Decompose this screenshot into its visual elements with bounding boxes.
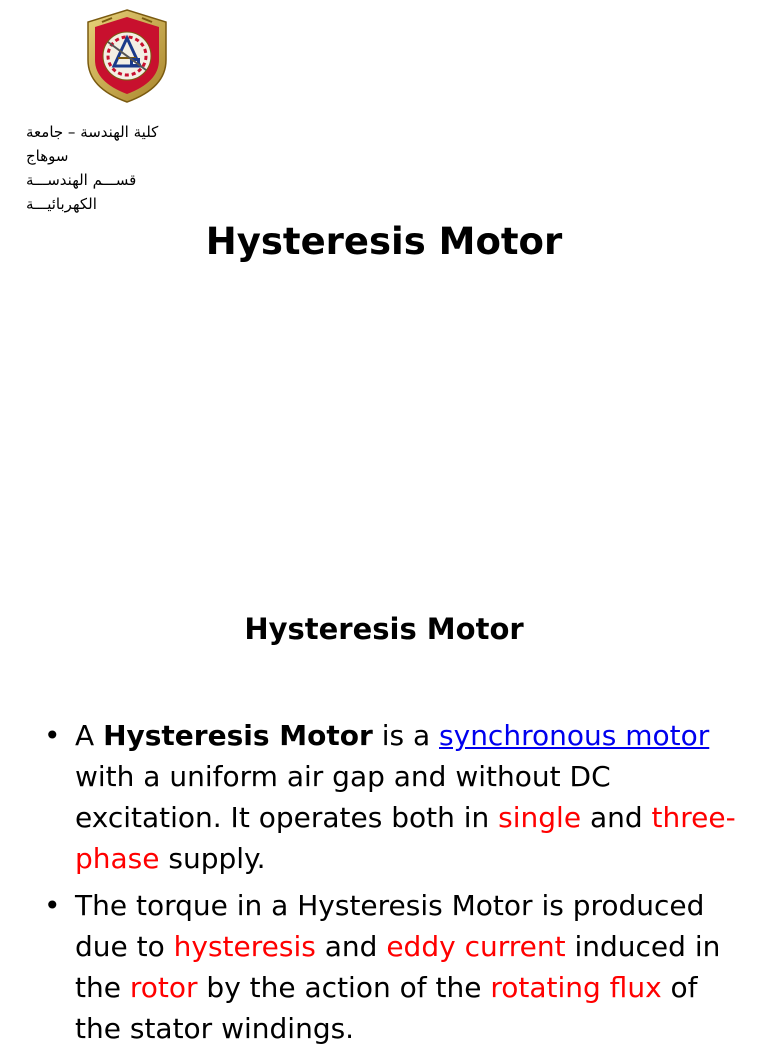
highlighted-term: eddy current [386,930,566,963]
bullet-text: and [581,801,652,834]
arabic-line-3: قســـم الهندســـة [26,171,137,189]
bullet-text: is a [372,719,440,752]
synchronous-motor-link[interactable]: synchronous motor [439,719,710,752]
bullet-text: by the action of the [197,971,491,1004]
bullet-text: The torque in a Hysteresis Motor is produced due to [75,889,705,963]
highlighted-term: single [498,801,582,834]
bullet-text: A [75,719,104,752]
bullet-item [44,715,744,879]
bullet-item [44,885,744,1049]
bullet-text: and [315,930,387,963]
arabic-line-1: كلية الهندسة – جامعة [26,123,159,141]
bullet-text: supply. [159,842,266,875]
faculty-department-text [26,120,206,216]
slide-2-title: Hysteresis Motor [244,612,524,646]
bullet-text: induced in the [75,930,721,1004]
bullet-dot-icon: • [44,719,61,752]
highlighted-term: rotating flux [490,971,662,1004]
highlighted-term: three-phase [75,801,736,875]
university-seal-icon [82,8,172,104]
highlighted-term: hysteresis [173,930,316,963]
bullet-text: with a uniform air gap and without DC excitation. It operates both in [75,760,611,834]
arabic-line-4: الكهربائيـــة [26,195,97,213]
slide-1-title: Hysteresis Motor [205,220,563,263]
bold-term: Hysteresis Motor [103,719,373,752]
bullet-text: of the stator windings. [75,971,698,1045]
bullet-list [44,715,744,1055]
bullet-dot-icon: • [44,889,61,922]
highlighted-term: rotor [129,971,198,1004]
arabic-line-2: سوهاج [26,147,69,165]
